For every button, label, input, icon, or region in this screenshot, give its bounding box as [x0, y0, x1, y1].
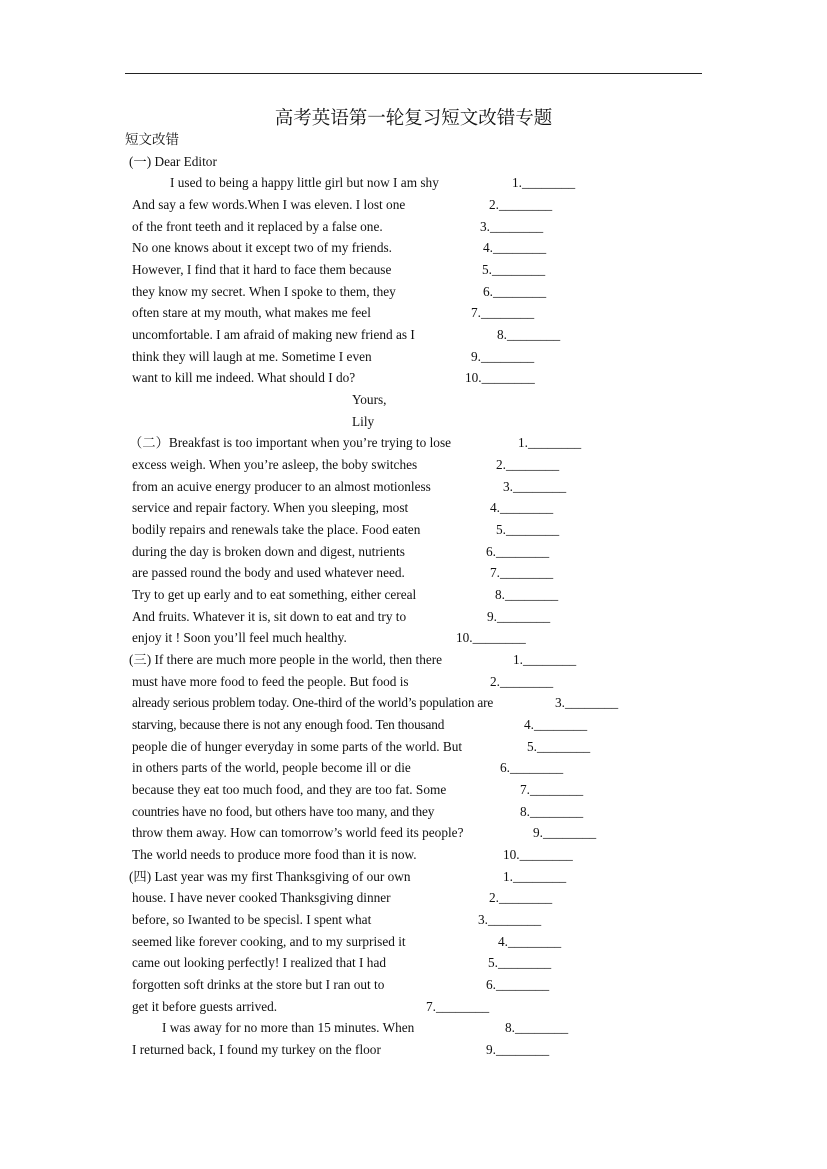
- passage-line: And say a few words.When I was eleven. I lost one: [132, 197, 406, 212]
- header-rule: [125, 73, 702, 74]
- passage-line: No one knows about it except two of my friends.: [132, 240, 392, 255]
- answer-blank[interactable]: 1.________: [503, 869, 567, 884]
- passage-line: must have more food to feed the people. But food is: [132, 674, 409, 689]
- passage-line: (一) Dear Editor: [129, 154, 217, 169]
- answer-blank[interactable]: 7.________: [520, 782, 584, 797]
- passage-line: people die of hunger everyday in some parts of the world. But: [132, 739, 463, 754]
- answer-blank[interactable]: 9.________: [487, 609, 551, 624]
- answer-blank[interactable]: 6.________: [500, 760, 564, 775]
- passage-line: The world needs to produce more food than it is now.: [132, 847, 417, 862]
- answer-blank[interactable]: 6.________: [486, 544, 550, 559]
- answer-blank[interactable]: 6.________: [483, 284, 547, 299]
- passage-line: want to kill me indeed. What should I do?: [132, 370, 356, 385]
- answer-blank[interactable]: 2.________: [489, 197, 553, 212]
- passage-line: of the front teeth and it replaced by a false one.: [132, 219, 383, 234]
- passage-line: However, I find that it hard to face them because: [132, 262, 392, 277]
- passage-line: think they will laugh at me. Sometime I even: [132, 349, 372, 364]
- passage-line: they know my secret. When I spoke to them, they: [132, 284, 396, 299]
- answer-blank[interactable]: 4.________: [524, 717, 588, 732]
- passage-line: forgotten soft drinks at the store but I ran out to: [132, 977, 385, 992]
- answer-blank[interactable]: 1.________: [518, 435, 582, 450]
- passage-line: starving, because there is not any enough food. Ten thousand: [132, 717, 445, 732]
- passage-line: because they eat too much food, and they are too fat. Some: [132, 782, 447, 797]
- passage-line: throw them away. How can tomorrow’s world feed its people?: [132, 825, 464, 840]
- answer-blank[interactable]: 2.________: [490, 674, 554, 689]
- passage-line: before, so Iwanted to be specisl. I spent what: [132, 912, 372, 927]
- answer-blank[interactable]: 8.________: [505, 1020, 569, 1035]
- passage-line: enjoy it ! Soon you’ll feel much healthy.: [132, 630, 347, 645]
- passage-line: countries have no food, but others have too many, and they: [132, 804, 435, 819]
- answer-blank[interactable]: 4.________: [490, 500, 554, 515]
- answer-blank[interactable]: 10.________: [465, 370, 535, 385]
- passage-line: get it before guests arrived.: [132, 999, 278, 1014]
- passage-line: (三) If there are much more people in the world, then there: [129, 652, 443, 667]
- passage-line: I was away for no more than 15 minutes. When: [162, 1020, 415, 1035]
- answer-blank[interactable]: 8.________: [497, 327, 561, 342]
- passage-line: excess weigh. When you’re asleep, the boby switches: [132, 457, 418, 472]
- passage-line: I returned back, I found my turkey on the floor: [132, 1042, 381, 1057]
- passage-line: are passed round the body and used whatever need.: [132, 565, 405, 580]
- passage-line: uncomfortable. I am afraid of making new friend as I: [132, 327, 415, 342]
- answer-blank[interactable]: 5.________: [527, 739, 591, 754]
- passage-line: bodily repairs and renewals take the place. Food eaten: [132, 522, 421, 537]
- answer-blank[interactable]: 1.________: [512, 175, 576, 190]
- answer-blank[interactable]: 7.________: [471, 305, 535, 320]
- passage-line: Yours,: [352, 392, 387, 407]
- answer-blank[interactable]: 3.________: [503, 479, 567, 494]
- answer-blank[interactable]: 7.________: [490, 565, 554, 580]
- answer-blank[interactable]: 8.________: [495, 587, 559, 602]
- answer-blank[interactable]: 9.________: [533, 825, 597, 840]
- answer-blank[interactable]: 5.________: [482, 262, 546, 277]
- answer-blank[interactable]: 3.________: [555, 695, 619, 710]
- answer-blank[interactable]: 7.________: [426, 999, 490, 1014]
- answer-blank[interactable]: 4.________: [483, 240, 547, 255]
- passage-line: already serious problem today. One-third of the world’s population are: [132, 695, 494, 710]
- passage-line: in others parts of the world, people become ill or die: [132, 760, 411, 775]
- passage-line: (四) Last year was my first Thanksgiving of our own: [129, 869, 411, 884]
- answer-blank[interactable]: 5.________: [488, 955, 552, 970]
- passage-line: （二）Breakfast is too important when you’re trying to lose: [129, 435, 452, 450]
- passage-line: often stare at my mouth, what makes me feel: [132, 305, 371, 320]
- answer-blank[interactable]: 2.________: [496, 457, 560, 472]
- answer-blank[interactable]: 6.________: [486, 977, 550, 992]
- passage-line: came out looking perfectly! I realized that I had: [132, 955, 387, 970]
- passage-line: service and repair factory. When you sleeping, most: [132, 500, 409, 515]
- answer-blank[interactable]: 5.________: [496, 522, 560, 537]
- passage-line: Lily: [352, 414, 375, 429]
- answer-blank[interactable]: 9.________: [486, 1042, 550, 1057]
- passage-line: And fruits. Whatever it is, sit down to eat and try to: [132, 609, 407, 624]
- answer-blank[interactable]: 1.________: [513, 652, 577, 667]
- passage-line: during the day is broken down and digest, nutrients: [132, 544, 405, 559]
- passage-line: seemed like forever cooking, and to my surprised it: [132, 934, 406, 949]
- answer-blank[interactable]: 9.________: [471, 349, 535, 364]
- answer-blank[interactable]: 8.________: [520, 804, 584, 819]
- passage-line: Try to get up early and to eat something, either cereal: [132, 587, 417, 602]
- passage-line: from an acuive energy producer to an almost motionless: [132, 479, 431, 494]
- page-title: 高考英语第一轮复习短文改错专题: [274, 108, 553, 129]
- answer-blank[interactable]: 3.________: [478, 912, 542, 927]
- answer-blank[interactable]: 4.________: [498, 934, 562, 949]
- answer-blank[interactable]: 3.________: [480, 219, 544, 234]
- answer-blank[interactable]: 2.________: [489, 890, 553, 905]
- section-heading: 短文改错: [125, 132, 179, 148]
- passage-line: house. I have never cooked Thanksgiving dinner: [132, 890, 391, 905]
- answer-blank[interactable]: 10.________: [456, 630, 526, 645]
- passage-line: I used to being a happy little girl but now I am shy: [170, 175, 439, 190]
- answer-blank[interactable]: 10.________: [503, 847, 573, 862]
